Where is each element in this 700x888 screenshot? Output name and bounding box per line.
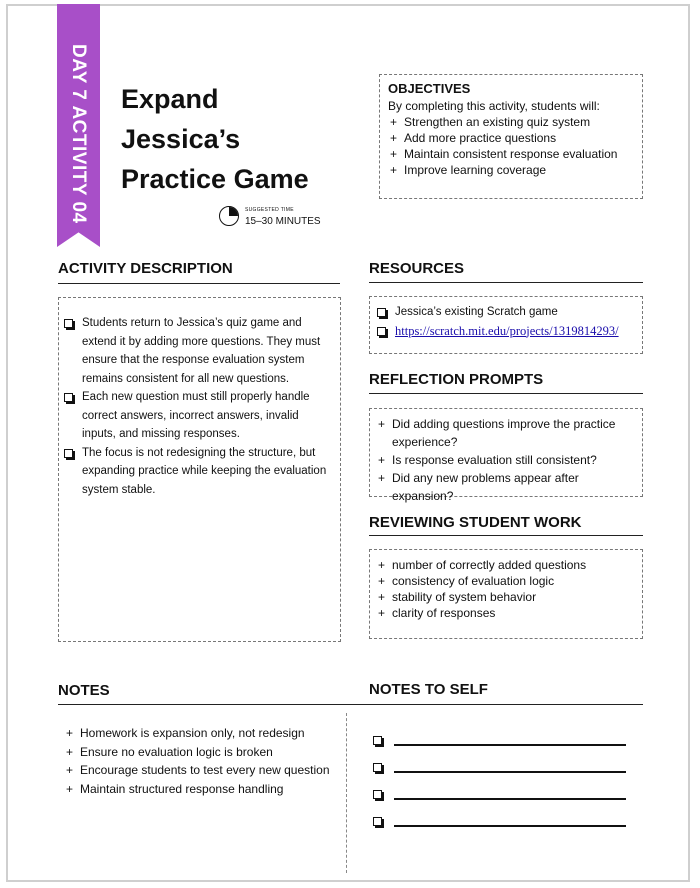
notes-heading: NOTES xyxy=(58,682,110,699)
title-line-3: Practice Game xyxy=(121,164,309,194)
notes-divider xyxy=(346,713,347,873)
reviewing-box xyxy=(369,549,643,639)
title-line-2: Jessica’s xyxy=(121,124,241,154)
blank-line xyxy=(394,744,626,746)
resources-heading: RESOURCES xyxy=(369,260,465,277)
activity-list xyxy=(63,314,332,499)
self-note-row xyxy=(373,808,626,835)
blank-line xyxy=(394,825,626,827)
page-title xyxy=(121,79,361,199)
resources-list xyxy=(376,303,636,341)
activity-heading-rule xyxy=(58,283,340,284)
suggested-time-value: 15–30 MINUTES xyxy=(245,216,321,227)
reviewing-list xyxy=(376,557,636,621)
title-line-1: Expand xyxy=(121,84,219,114)
reviewing-heading: REVIEWING STUDENT WORK xyxy=(369,514,582,531)
reflection-item: + Did adding questions improve the practice experience? xyxy=(376,415,636,451)
objectives-list xyxy=(388,114,634,178)
note-item: + Maintain structured response handling xyxy=(64,780,334,799)
notes-list xyxy=(64,724,334,798)
reflection-heading: REFLECTION PROMPTS xyxy=(369,371,544,388)
reviewing-item: + stability of system behavior xyxy=(376,589,636,605)
checkbox-icon[interactable] xyxy=(373,817,382,826)
activity-description-heading: ACTIVITY DESCRIPTION xyxy=(58,260,233,277)
notes-heading-rule xyxy=(58,704,643,705)
note-item: + Ensure no evaluation logic is broken xyxy=(64,743,334,762)
scratch-project-link[interactable]: https://scratch.mit.edu/projects/1319814293/ xyxy=(395,323,619,338)
objectives-title: OBJECTIVES xyxy=(388,81,471,96)
reflection-heading-rule xyxy=(369,393,643,394)
self-note-row xyxy=(373,727,626,754)
ribbon-label: DAY 7 ACTIVITY 04 xyxy=(68,44,89,224)
activity-item: Students return to Jessica’s quiz game and extend it by adding more questions. They must ensure that the response evaluation system remains consistent for all new questions. xyxy=(63,314,332,388)
resource-item: Jessica’s existing Scratch game xyxy=(376,303,636,322)
reviewing-heading-rule xyxy=(369,535,643,536)
suggested-time xyxy=(219,205,321,227)
objective-item: + Add more practice questions xyxy=(388,130,634,146)
reviewing-item: + number of correctly added questions xyxy=(376,557,636,573)
self-note-row xyxy=(373,781,626,808)
objectives-intro: By completing this activity, students will: xyxy=(388,99,600,113)
notes-to-self-list xyxy=(373,727,626,835)
reflection-item: + Is response evaluation still consistent? xyxy=(376,451,636,469)
resources-box xyxy=(369,296,643,354)
checkbox-icon[interactable] xyxy=(373,763,382,772)
notes-to-self-heading: NOTES TO SELF xyxy=(369,681,488,698)
reflection-list xyxy=(376,415,636,505)
clock-icon xyxy=(219,206,239,226)
reflection-item: + Did any new problems appear after expansion? xyxy=(376,469,636,505)
self-note-row xyxy=(373,754,626,781)
activity-item: The focus is not redesigning the structure, but expanding practice while keeping the evaluation system stable. xyxy=(63,444,332,500)
suggested-time-label: SUGGESTED TIME xyxy=(245,207,294,213)
blank-line xyxy=(394,798,626,800)
objectives-box xyxy=(379,74,643,199)
resources-heading-rule xyxy=(369,282,643,283)
blank-line xyxy=(394,771,626,773)
note-item: + Encourage students to test every new question xyxy=(64,761,334,780)
reflection-box xyxy=(369,408,643,503)
objective-item: + Maintain consistent response evaluation xyxy=(388,146,634,162)
checkbox-icon[interactable] xyxy=(373,736,382,745)
objective-item: + Strengthen an existing quiz system xyxy=(388,114,634,130)
note-item: + Homework is expansion only, not redesign xyxy=(64,724,334,743)
reviewing-item: + clarity of responses xyxy=(376,605,636,621)
activity-item: Each new question must still properly handle correct answers, incorrect answers, invalid inputs, and missing responses. xyxy=(63,388,332,444)
reviewing-item: + consistency of evaluation logic xyxy=(376,573,636,589)
objective-item: + Improve learning coverage xyxy=(388,162,634,178)
resource-link-item xyxy=(376,322,636,342)
activity-description-box xyxy=(58,297,341,642)
checkbox-icon[interactable] xyxy=(373,790,382,799)
